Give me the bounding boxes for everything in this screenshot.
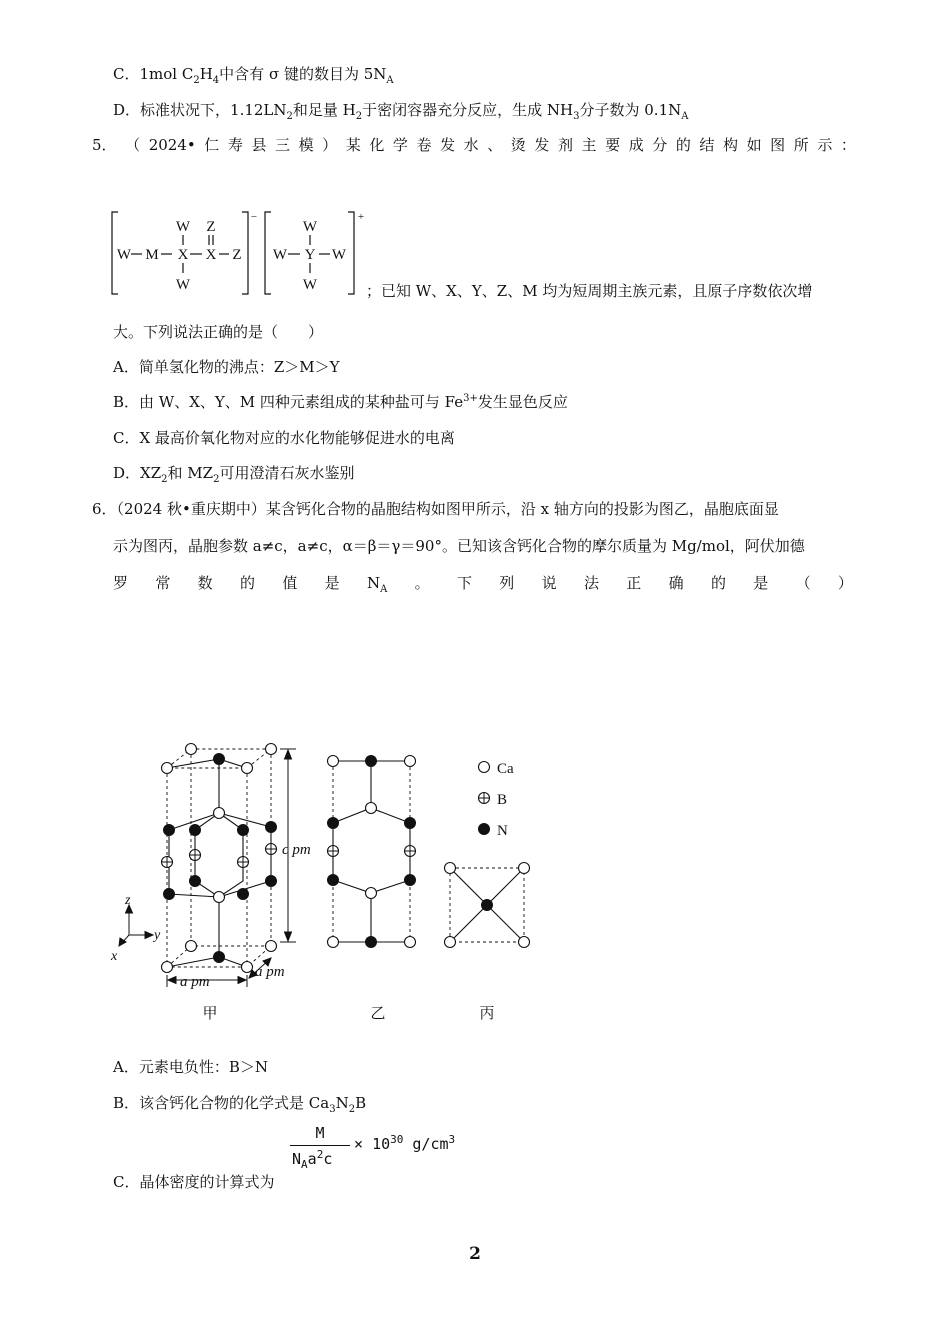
q6-option-c: C．晶体密度的计算式为 (113, 1173, 275, 1191)
q5-number: 5． (92, 136, 117, 154)
q5-stem-char: 模 (298, 136, 314, 154)
q6-stem-char: 值 (282, 574, 298, 592)
q5-stem-char: 剂 (557, 136, 573, 154)
anion-charge: − (250, 211, 258, 223)
q5-option-c: C．X 最高价氧化物对应的水化物能够促进水的电离 (113, 429, 455, 447)
q5-stem-char: 化 (369, 136, 385, 154)
anion-atom: Z (206, 219, 216, 235)
q5-stem-char: 县 (251, 136, 267, 154)
q5-stem-char: 2024• (148, 136, 196, 154)
cation-atom: W (272, 247, 288, 263)
q5-stem-line2: 大。下列说法正确的是（ ） (113, 323, 324, 341)
q5-stem-char: 结 (699, 136, 715, 154)
q5-stem-char: 构 (723, 136, 739, 154)
cation-atom: W (331, 247, 347, 263)
q6-stem-char: 是 (753, 574, 769, 592)
q6-stem-line2: 示为图丙，晶胞参数 a≠c，a≠c，α＝β＝γ＝90°。已知该含钙化合物的摩尔质量为 Mg/mol，阿伏加德 (113, 537, 805, 555)
q6-stem-char: ） (837, 574, 853, 592)
q5-stem-char: 要 (605, 136, 621, 154)
q5-stem-char: ： (840, 136, 856, 154)
anion-atom: Z (232, 247, 242, 263)
q6-stem-char: 法 (583, 574, 599, 592)
q4-option-d: D．标准状况下，$1.12LN_2$和足量 $H_2$于密闭容器充分反应，生成 $NH_3$分子数为 $0.1N_A$ (113, 101, 689, 122)
q5-stem-char: 成 (628, 136, 644, 154)
q5-stem-char: 学 (392, 136, 408, 154)
q5-stem-char: 的 (675, 136, 691, 154)
cation-atom: Y (304, 247, 316, 263)
q5-stem-char: 卷 (416, 136, 432, 154)
formula-numerator: M (315, 1124, 325, 1142)
q6-stem-char: 的 (710, 574, 726, 592)
q6-stem-char: 的 (239, 574, 255, 592)
q5-structure-diagram (108, 208, 368, 300)
q6-stem-char: 罗 (113, 574, 129, 592)
q6-stem-char: 列 (499, 574, 515, 592)
crystal-figure (100, 735, 550, 1035)
q5-option-d: D．$XZ_2$和 $MZ_2$可用澄清石灰水鉴别 (113, 464, 355, 485)
label-c-pm: c pm (282, 842, 311, 858)
q6-stem-char: （ (795, 574, 811, 592)
projection-yi (328, 756, 416, 948)
q5-stem-line1 (92, 135, 856, 155)
legend-b-label: B (497, 792, 508, 808)
label-a-pm-side: a pm (255, 964, 285, 980)
q6-stem-char: 正 (626, 574, 642, 592)
legend-ca-label: Ca (497, 761, 514, 777)
q6-stem-char: 是 (324, 574, 340, 592)
q5-stem-char: 如 (746, 136, 762, 154)
anion-atom: X (205, 247, 217, 263)
cation-charge: + (357, 211, 365, 223)
q5-stem-char: 烫 (510, 136, 526, 154)
q5-stem-char: 水 (463, 136, 479, 154)
q6-stem-char: 确 (668, 574, 684, 592)
formula-multiplier: × $10^{30}$ $g/cm^3$ (354, 1133, 456, 1153)
q5-stem-char: 示 (817, 136, 833, 154)
anion-atom: W (116, 247, 132, 263)
q6-stem-char: 说 (541, 574, 557, 592)
q5-stem-char: 、 (487, 136, 503, 154)
q5-stem-after-structure: ；已知 W、X、Y、Z、M 均为短周期主族元素，且原子序数依次增 (366, 282, 813, 300)
q5-stem-char: 图 (770, 136, 786, 154)
q6-stem-char: 常 (155, 574, 171, 592)
page-number: 2 (469, 1244, 481, 1264)
anion-atom: M (145, 247, 159, 263)
legend (479, 761, 515, 839)
q6-stem-char: $N_A$ (366, 574, 388, 595)
anion-atom: X (177, 247, 189, 263)
formula-denominator: $N_Aa^2c$ (292, 1148, 333, 1171)
axis-y-label: y (154, 928, 161, 943)
q5-stem-char: 分 (652, 136, 668, 154)
q4-option-c: C．1mol $C_2H_4$中含有 σ 键的数目为 $5N_A$ (113, 65, 394, 86)
q6-option-b: B．该含钙化合物的化学式是 $Ca_3N_2B$ (113, 1094, 367, 1115)
axis-z-label: z (125, 893, 131, 908)
q5-stem-char: 寿 (227, 136, 243, 154)
q6-stem-line3 (113, 573, 853, 593)
q6-stem-line1: 6．（2024 秋•重庆期中）某含钙化合物的晶胞结构如图甲所示，沿 x 轴方向的投影为图乙，晶胞底面显 (92, 500, 779, 518)
anion-atom: W (175, 277, 191, 293)
anion-atom: W (175, 219, 191, 235)
q5-stem-char: ） (322, 136, 338, 154)
q5-stem-char: 发 (440, 136, 456, 154)
cation-atom: W (302, 277, 318, 293)
q6-stem-char: 下 (456, 574, 472, 592)
base-bing (445, 863, 530, 948)
q6-stem-char: 数 (197, 574, 213, 592)
label-a-pm-front: a pm (180, 974, 210, 990)
cell-jia (119, 744, 296, 988)
axis-x-label: x (111, 949, 118, 964)
q5-stem-char: 仁 (204, 136, 220, 154)
q6-option-a: A．元素电负性：B＞N (113, 1058, 268, 1076)
q5-stem-char: 所 (793, 136, 809, 154)
cation-atom: W (302, 219, 318, 235)
q5-stem-char: 主 (581, 136, 597, 154)
legend-n-label: N (497, 823, 508, 839)
q5-option-a: A．简单氢化物的沸点：Z＞M＞Y (113, 358, 340, 376)
q5-stem-char: 某 (345, 136, 361, 154)
q5-stem-char: 三 (275, 136, 291, 154)
q5-stem-char: 发 (534, 136, 550, 154)
fraction-bar (290, 1145, 350, 1146)
q5-stem-char: （ (125, 136, 141, 154)
q6-stem-char: 。 (414, 574, 430, 592)
caption-yi: 乙 (370, 1006, 386, 1022)
caption-jia: 甲 (202, 1006, 218, 1022)
caption-bing: 丙 (479, 1006, 495, 1022)
q5-option-b: B．由 W、X、Y、M 四种元素组成的某种盐可与 $Fe^{3+}$发生显色反应 (113, 393, 568, 411)
